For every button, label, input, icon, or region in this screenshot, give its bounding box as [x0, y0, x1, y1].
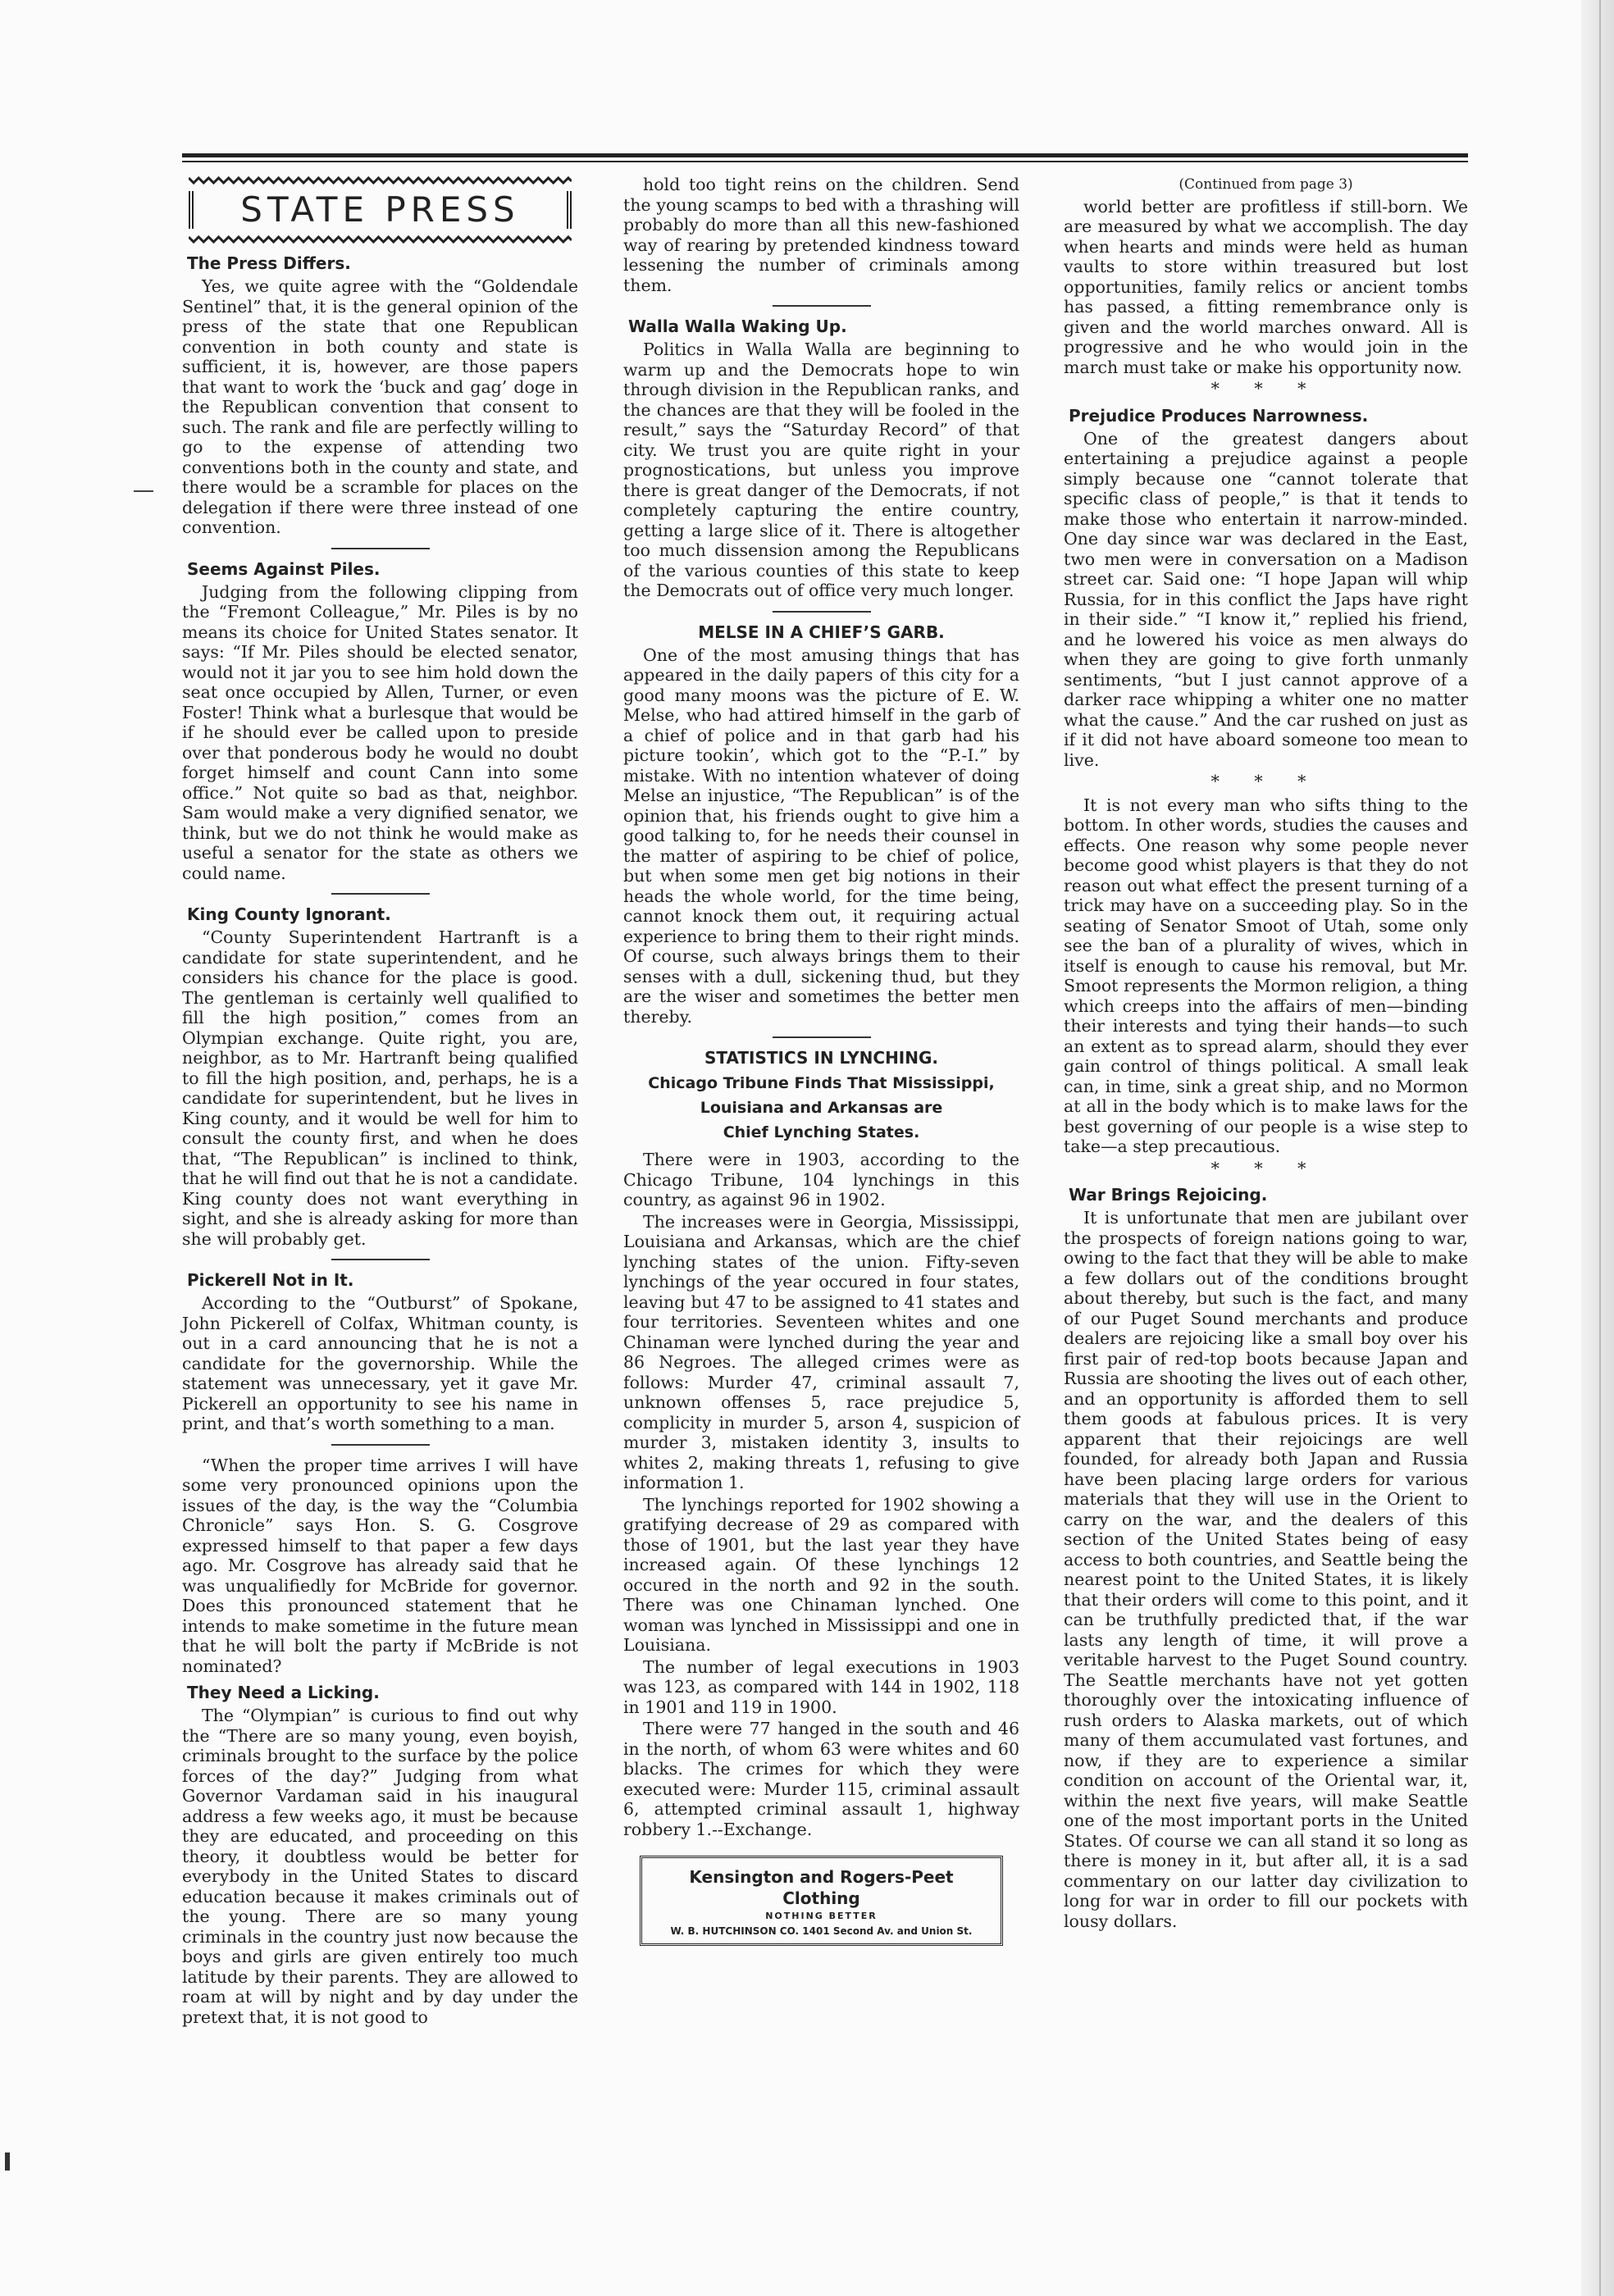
corner-mark — [5, 2152, 10, 2171]
section-heading: STATISTICS IN LYNCHING. — [704, 1048, 938, 1068]
section-separator — [331, 548, 430, 549]
article-paragraph: “County Superintendent Hartranft is a candidate for state superintendent, and he considers his chance for the place is good. The gentleman is certainly well qualified to fill the high position,” comes from an Olympian exchange. Quite right, you are, neighbor, as to Mr. Hartranft being qualified to fill the high position, and, perhaps, he is a candidate for superintendent, but he lives in King county, and it would be well for him to consult the county first, and when he does that, “The Republican” is inclined to think, that he will find out that he is not a candidate. King county does not want everything in sight, and she is already asking for more than she will probably get. — [182, 927, 578, 1249]
top-rule-thin — [182, 161, 1468, 162]
subheading — [623, 1071, 1019, 1145]
article-paragraph: The “Olympian” is curious to find out why the “There are so many young, even boyish, criminals brought to the surface by the police forces of the day?” Judging from what Governor Vardaman said in his inaugural address a few weeks ago, it must be because they are educated, and proceeding on this theory, it doubtless would be better for everybody in the United States to discard education because it makes criminals out of the young. There are so many young criminals in the country just now because the boys and girls are given entirely too much latitude by their parents. They are allowed to roam at will by night and by day under the pretext that, it is not good to — [182, 1706, 578, 2027]
clothing-advertisement — [640, 1856, 1003, 1946]
section-heading: They Need a Licking. — [187, 1683, 380, 1702]
section-separator — [773, 611, 871, 613]
section-heading: War Brings Rejoicing. — [1069, 1185, 1268, 1205]
top-rule — [182, 153, 1468, 157]
ad-headline: Kensington and Rogers-Peet Clothing — [689, 1867, 954, 1908]
asterism: * * * — [1210, 379, 1321, 399]
column-2 — [623, 175, 1019, 1946]
section-separator — [331, 1444, 430, 1446]
page-edge-line — [1599, 0, 1601, 2296]
article-paragraph: Politics in Walla Walla are beginning to warm up and the Democrats hope to win through division in the Republican ranks, and the chances are that they will be fooled in the result,” says the “Saturday Record” of that city. We trust you are quite right in your prognostications, but unless you improve there is great danger of the Democrats, if not completely capturing the entire country, getting a large slice of it. There is altogether too much dissension among the Republicans of the various counties of this state to keep the Democrats out of office very much longer. — [623, 339, 1019, 600]
section-heading: Seems Against Piles. — [187, 558, 381, 579]
continued-paragraph: world better are profitless if still-born. We are measured by what we accomplish. The day when hearts and minds were held as human vaults to store within treasured but lost opportunities, family relics or ancient tombs has passed, a fitting remembrance only is given and the world marches onward. All is progressive and he who would join in the march must take or make his opportunity now. — [1064, 196, 1468, 377]
article-paragraph: One of the greatest dangers about entertaining a prejudice against a people simply because one “cannot tolerate that specific class of people,” is that it tends to make those who entertain it narrow-minded. One day since war was declared in the East, two men were in conversation on a Madison street car. Said one: “I hope Japan will whip Russia, for in this conflict the Japs have right in their side.” “I know it,” replied his friend, and he lowered his voice as men always do when they are going to give forth unmanly sentiments, “but I just cannot approve of a darker race whipping a whiter one no matter what the cause.” And the car rushed on just as if it did not have aboard someone too mean to live. — [1064, 428, 1468, 770]
section-separator — [773, 1036, 871, 1038]
continued-note: (Continued from page 3) — [1179, 176, 1353, 193]
masthead-border-top — [189, 176, 572, 184]
asterism: * * * — [1210, 772, 1321, 791]
section-heading: Walla Walla Waking Up. — [628, 317, 847, 336]
article-paragraph: Judging from the following clipping from the “Fremont Colleague,” Mr. Piles is by no means its choice for United States senator. It says: “If Mr. Piles should be elected senator, would not it jar you to see him hold down the seat once occupied by Allen, Turner, or even Foster! Think what a burlesque that would be if he should ever be called upon to preside over that ponderous body he would no doubt forget himself and count Cann into some office.” Not quite so bad as that, neighbor. Sam would make a very dignified senator, we think, but we do not think he would make as useful a senator for the state as others we could name. — [182, 581, 578, 883]
section-heading: Prejudice Produces Narrowness. — [1069, 405, 1369, 426]
ad-tagline: NOTHING BETTER — [765, 1911, 878, 1921]
article-paragraph: The increases were in Georgia, Mississippi, Louisiana and Arkansas, which are the chief lynching states of the union. Fifty-seven lynchings of the year occured in four states, leaving but 47 to be assigned to 41 states and four territories. Seventeen whites and one Chinaman were lynched during the year and 86 Negroes. The alleged crimes were as follows: Murder 47, criminal assault 7, unknown offenses 5, race prejudice 5, complicity in murder 5, arson 4, suspicion of murder 3, mistaken identity 3, insults to whites 2, making threats 1, refusing to give information 1. — [623, 1211, 1019, 1492]
section-separator — [331, 1259, 430, 1260]
subheading-line: Louisiana and Arkansas are — [700, 1099, 943, 1117]
section-heading: MELSE IN A CHIEF’S GARB. — [698, 622, 945, 642]
asterism: * * * — [1210, 1158, 1321, 1178]
ad-address: W. B. HUTCHINSON CO. 1401 Second Av. and Union St. — [670, 1925, 973, 1937]
state-press-masthead — [189, 176, 572, 244]
masthead-title: STATE PRESS — [189, 191, 572, 229]
section-separator — [331, 893, 430, 895]
article-paragraph: “When the proper time arrives I will have some very pronounced opinions upon the issues of the day, is the way the “Columbia Chronicle” says Hon. S. G. Cosgrove expressed himself to that paper a few days ago. Mr. Cosgrove has already said that he was unqualifiedly for McBride for governor. Does this pronounced statement that he intends to make sometime in the future mean that he will bolt the party if McBride is not nominated? — [182, 1455, 578, 1676]
article-paragraph: The number of legal executions in 1903 was 123, as compared with 144 in 1902, 118 in 1901 and 119 in 1900. — [623, 1656, 1019, 1717]
section-heading: King County Ignorant. — [187, 904, 391, 924]
article-paragraph: There were 77 hanged in the south and 46 in the north, of whom 63 were whites and 60 blacks. The crimes for which they were executed were: Murder 115, criminal assault 6, attempted criminal assault 1, highway robbery 1.--Exchange. — [623, 1719, 1019, 1839]
page-edge-shadow — [1581, 0, 1614, 2296]
column-3 — [1064, 175, 1468, 1933]
masthead-border-bottom — [189, 235, 572, 244]
section-separator — [773, 305, 871, 307]
section-heading: Pickerell Not in It. — [187, 1270, 354, 1290]
subheading-line: Chicago Tribune Finds That Mississippi, — [648, 1074, 995, 1092]
article-paragraph: There were in 1903, according to the Chicago Tribune, 104 lynchings in this country, as against 96 in 1902. — [623, 1150, 1019, 1210]
section-heading: The Press Differs. — [187, 253, 351, 273]
article-paragraph: It is not every man who sifts thing to the bottom. In other words, studies the causes and effects. One reason why some people never become good whist players is that they do not reason out what effect the present turning of a trick may have on a succeeding play. So in the seating of Senator Smoot of Utah, some only see the ban of a plurality of wives, which in itself is enough to cause his removal, but Mr. Smoot represents the Mormon religion, a thing which creeps into the affairs of men—binding their interests and tying their hands—to such an extent as to spread alarm, should they ever gain control of things political. A small leak can, in time, sink a great ship, and no Mormon at all in the body which is to make laws for the best governing of our people is a wise step to take—a step precautious. — [1064, 795, 1468, 1156]
continued-paragraph: hold too tight reins on the children. Send the young scamps to bed with a thrashing will probably do more than all this new-fashioned way of rearing by pretended kindness toward lessening the number of criminals among them. — [623, 175, 1019, 295]
subheading-line: Chief Lynching States. — [723, 1123, 920, 1141]
article-paragraph: According to the “Outburst” of Spokane, John Pickerell of Colfax, Whitman county, is out in a card announcing that he is not a candidate for the governorship. While the statement was unnecessary, yet it gave Mr. Pickerell an opportunity to see his name in print, and that’s worth something to a man. — [182, 1293, 578, 1433]
article-paragraph: One of the most amusing things that has appeared in the daily papers of this city for a good many moons was the picture of E. W. Melse, who had attired himself in the garb of a chief of police and in that garb had his picture tookin’, which got to the “P.-I.” by mistake. With no intention whatever of doing Melse an injustice, “The Republican” is of the opinion that, his friends ought to give him a good talking to, for he needs their counsel in the matter of aspiring to be chief of police, but when some men get big notions in their heads the whole world, for the time being, cannot knock them out, it requiring actual experience to bring them to their right minds. Of course, such always brings them to their senses with a dull, sickening thud, but they are the wiser and sometimes the better men thereby. — [623, 645, 1019, 1027]
column-1 — [182, 175, 578, 2029]
margin-mark — [134, 490, 153, 492]
article-paragraph: The lynchings reported for 1902 showing a gratifying decrease of 29 as compared with those of 1901, but the last year they have increased again. Of these lynchings 12 occured in the north and 92 in the south. There was one Chinaman lynched. One woman was lynched in Mississippi and one in Louisiana. — [623, 1494, 1019, 1655]
article-paragraph: Yes, we quite agree with the “Goldendale Sentinel” that, it is the general opinion of the press of the state that one Republican convention in both county and state is sufficient, it is, however, are those papers that want to work the ‘buck and gag’ doge in the Republican convention that consent to such. The rank and file are perfectly willing to go to the expense of attending two conventions both in the county and state, and there would be a scramble for places on the delegation if there were three instead of one convention. — [182, 276, 578, 537]
article-paragraph: It is unfortunate that men are jubilant over the prospects of foreign nations going to war, owing to the fact that they will be able to make a few dollars out of the conditions brought about thereby, but such is the fact, and many of our Puget Sound merchants and produce dealers are rejoicing like a small boy over his first pair of red-top boots because Japan and Russia are shooting the lives out of each other, and an opportunity is afforded them to sell them goods at fabulous prices. It is very apparent that their rejoicings are well founded, for already both Japan and Russia have been placing large orders for various materials that they will use in the Orient to carry on the war, and the dealers of this section of the United States being of easy access to both countries, and Seattle being the nearest point to the United States, it is likely that their orders will come to this point, and it can be truthfully predicted that, if the war lasts any length of time, it will prove a veritable harvest to the Puget Sound country. The Seattle merchants have not yet gotten thoroughly over the intoxicating influence of rush orders to Alaska markets, out of which many of them accumulated vast fortunes, and now, if they are to experience a similar condition on account of the Oriental war, it, within the next five years, will make Seattle one of the most important ports in the United States. Of course we can all stand it so long as there is money in it, but after all, it is a sad commentary on our latter day civilization to long for war in order to fill our pockets with lousy dollars. — [1064, 1208, 1468, 1931]
